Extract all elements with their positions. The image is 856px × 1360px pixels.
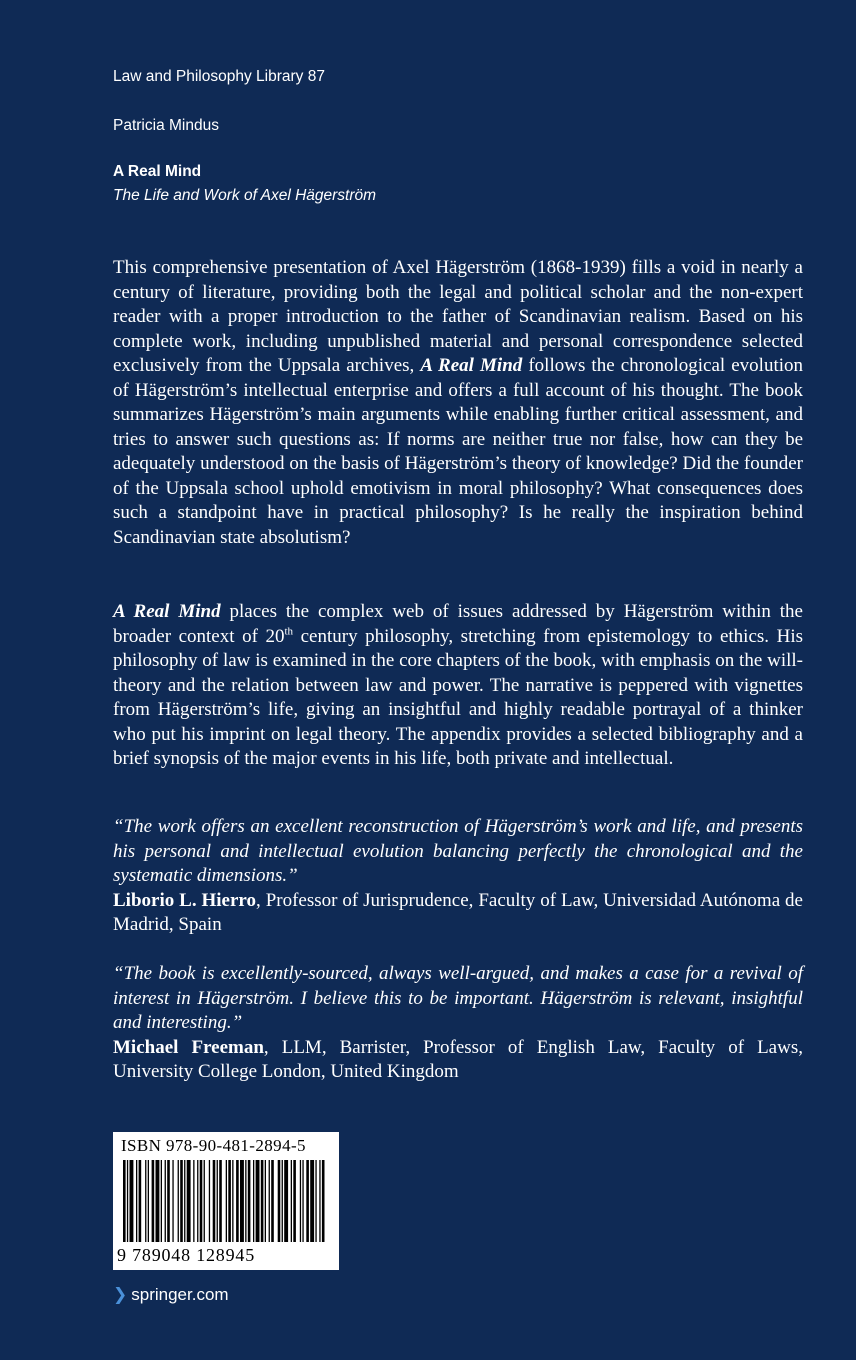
- book-title: A Real Mind: [113, 163, 202, 180]
- barcode-bar: [293, 1160, 296, 1242]
- series-name: Law and Philosophy Library 87: [113, 68, 325, 85]
- barcode-bar: [187, 1160, 191, 1242]
- barcode-bar: [200, 1160, 203, 1242]
- isbn-digits: 9 789048 128945: [117, 1245, 255, 1265]
- p1-text: This comprehensive presentation of Axel Hägerström (1868-1939) fills a void in nearly a century of literature, providing both the legal and political scholar and the non-expert reader with a proper introduction to the father of Scandinavian realism. Based on his complete work, including unpublished material and personal correspondence selected exclusively from the Uppsala archives,: [113, 257, 803, 376]
- reviewer-name: Michael Freeman: [113, 1036, 264, 1058]
- barcode-bar: [256, 1160, 260, 1242]
- barcode-bar: [226, 1160, 227, 1242]
- publisher-website[interactable]: [113, 1285, 229, 1305]
- barcode-bar: [217, 1160, 218, 1242]
- barcode-bar: [253, 1160, 254, 1242]
- barcode-bar: [178, 1160, 179, 1242]
- barcode-bar: [130, 1160, 134, 1242]
- barcode-bar: [167, 1160, 170, 1242]
- barcode-bar: [165, 1160, 166, 1242]
- reviewer-affiliation: , LLM, Barrister, Professor of English Law, Faculty of Laws, University College London, United Kingdom: [113, 1036, 803, 1082]
- barcode-bar: [306, 1160, 309, 1242]
- barcode-bar: [315, 1160, 316, 1242]
- barcode-bar: [271, 1160, 274, 1242]
- review-quote: “The book is excellently-sourced, always well-argued, and makes a case for a revival of interest in Hägerström. I believe this to be important. Hägerström is relevant, insightful and interesting.”: [113, 963, 803, 1033]
- barcode-bar: [319, 1160, 320, 1242]
- p2-superscript: th: [284, 625, 294, 638]
- barcode-bar: [161, 1160, 162, 1242]
- barcode-bar: [291, 1160, 292, 1242]
- barcode-bar: [152, 1160, 155, 1242]
- barcode-bar: [193, 1160, 194, 1242]
- barcode-bar: [209, 1160, 210, 1242]
- p1-book-title: A Real Mind: [420, 355, 523, 376]
- barcode-bar: [300, 1160, 301, 1242]
- barcode-bar: [156, 1160, 160, 1242]
- barcode-bar: [278, 1160, 281, 1242]
- isbn-barcode: [113, 1132, 339, 1270]
- description-paragraph-1: [113, 256, 803, 550]
- barcode-bar: [232, 1160, 233, 1242]
- website-label: springer.com: [131, 1285, 229, 1304]
- p2-book-title: A Real Mind: [113, 601, 221, 622]
- p2-text-b: century philosophy, stretching from epistemology to ethics. His philosophy of law is examined in the core chapters of the book, with emphasis on the will-theory and the relation between law and power. The narrative is peppered with vignettes from Hägerström’s life, giving an insightful and highly readable portrayal of a thinker who put his imprint on legal theory. The appendix provides a selected bibliography and a brief synopsis of the major events in his life, both private and intellectual.: [113, 625, 803, 769]
- description-paragraph-2: [113, 600, 803, 772]
- review-quote: “The work offers an excellent reconstruction of Hägerström’s work and life, and presents his personal and intellectual evolution balancing perfectly the chronological and the systematic dimensions.”: [113, 816, 803, 886]
- barcode-bar: [228, 1160, 231, 1242]
- barcode-bar: [180, 1160, 183, 1242]
- barcode-bars: [123, 1160, 329, 1242]
- barcode-bar: [213, 1160, 216, 1242]
- barcode-bar: [236, 1160, 239, 1242]
- barcode-bar: [145, 1160, 146, 1242]
- barcode-bar: [136, 1160, 137, 1242]
- barcode-bar: [139, 1160, 142, 1242]
- review-2: [113, 962, 803, 1085]
- barcode-bar: [127, 1160, 128, 1242]
- chevron-right-icon: ❯: [113, 1285, 128, 1304]
- barcode-bar: [184, 1160, 185, 1242]
- barcode-bar: [148, 1160, 149, 1242]
- barcode-bar: [302, 1160, 303, 1242]
- barcode-bar: [245, 1160, 246, 1242]
- barcode-bar: [261, 1160, 264, 1242]
- p2-text-a: places the complex web of issues addressed by Hägerström within the broader context of 20: [113, 601, 803, 647]
- p1-rest: follows the chronological evolution of Hägerström’s intellectual enterprise and offers a full account of his thought. The book summarizes Hägerström’s main arguments while enabling further critical assessment, and tries to answer such questions as: If norms are neither true nor false, how can they be adequately understood on the basis of Hägerström’s theory of knowledge? Did the founder of the Uppsala school uphold emotivism in moral philosophy? What consequences does such a standpoint have in practical philosophy? Is he really the inspiration behind Scandinavian state absolutism?: [113, 355, 804, 548]
- barcode-bar: [284, 1160, 288, 1242]
- barcode-bar: [248, 1160, 251, 1242]
- barcode-bar: [197, 1160, 198, 1242]
- barcode-bar: [269, 1160, 270, 1242]
- barcode-bar: [322, 1160, 325, 1242]
- reviewer-affiliation: , Professor of Jurisprudence, Faculty of Law, Universidad Autónoma de Madrid, Spain: [113, 889, 803, 935]
- reviewer-name: Liborio L. Hierro: [113, 889, 257, 911]
- barcode-bar: [219, 1160, 222, 1242]
- barcode-bar: [282, 1160, 283, 1242]
- barcode-bar: [123, 1160, 126, 1242]
- author-name: Patricia Mindus: [113, 117, 219, 134]
- isbn-label: ISBN 978-90-481-2894-5: [121, 1136, 306, 1155]
- barcode-bar: [172, 1160, 173, 1242]
- barcode-bar: [310, 1160, 314, 1242]
- review-1: [113, 815, 803, 938]
- barcode-bar: [204, 1160, 205, 1242]
- barcode-bar: [265, 1160, 266, 1242]
- barcode-bar: [240, 1160, 244, 1242]
- book-subtitle: The Life and Work of Axel Hägerström: [113, 187, 377, 204]
